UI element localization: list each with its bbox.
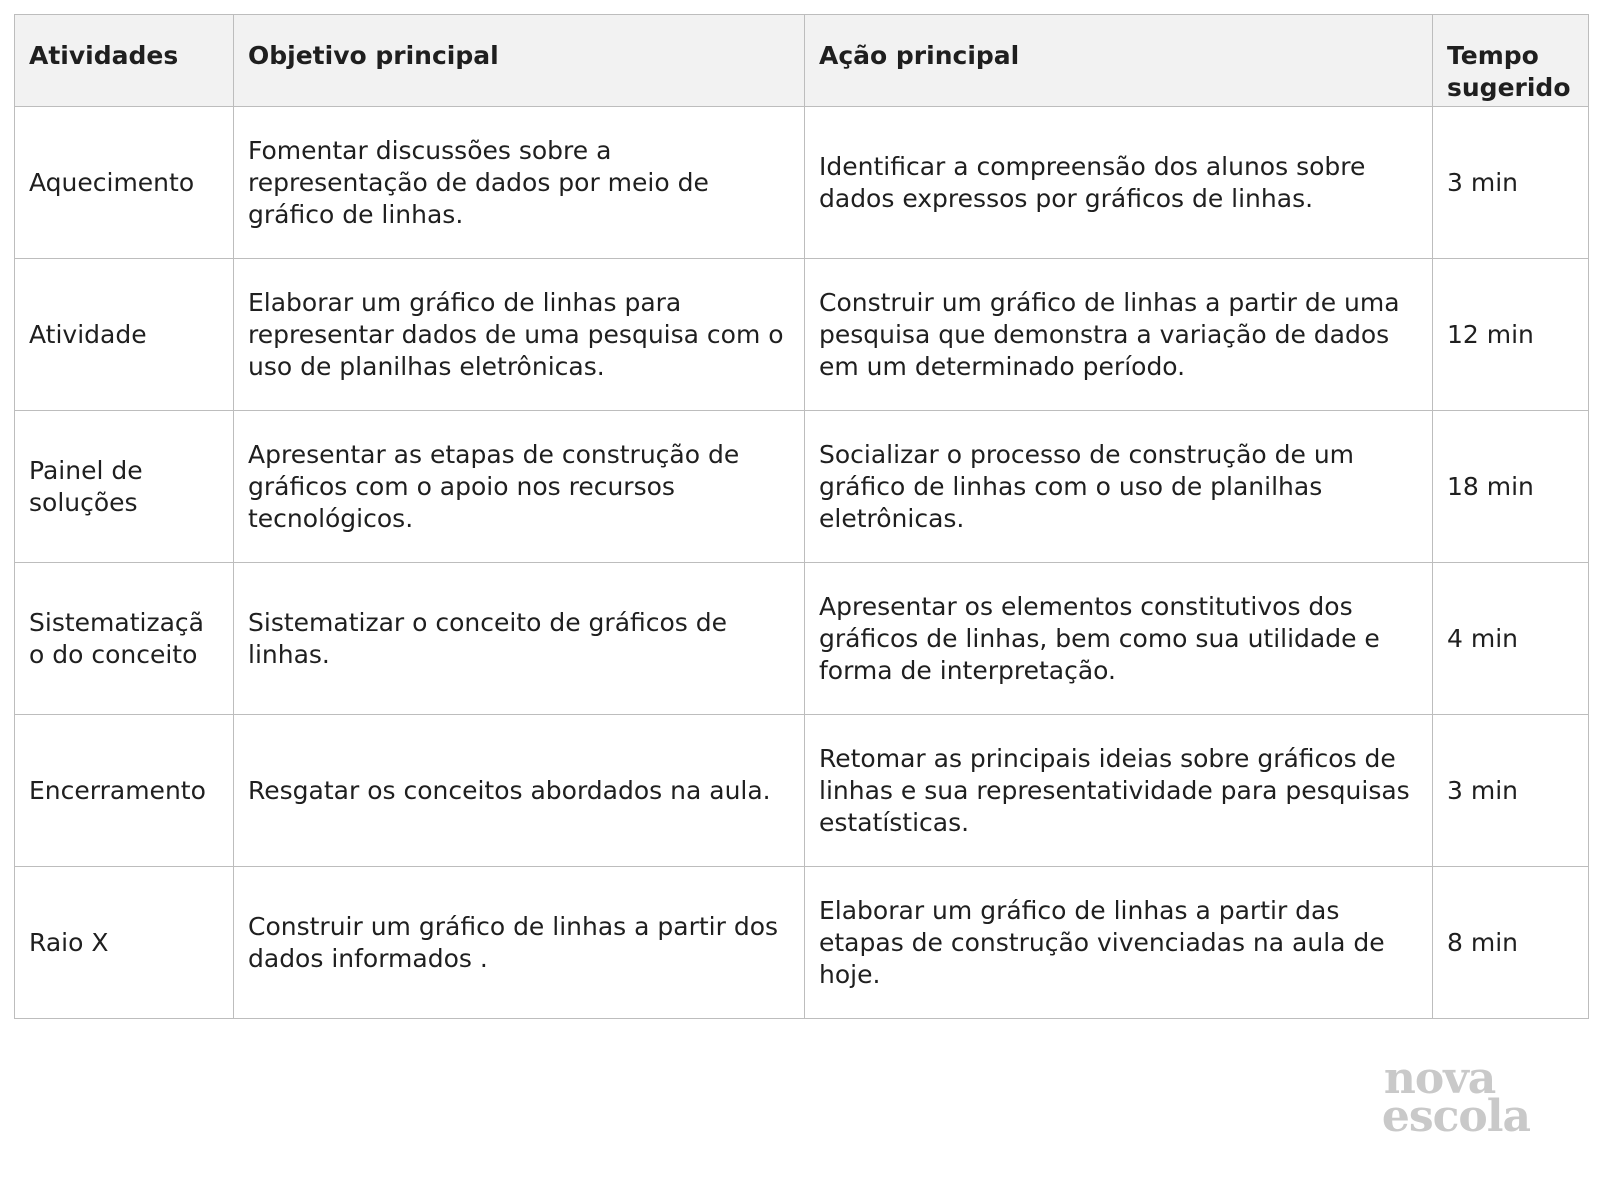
activity-cell: Aquecimento	[15, 107, 234, 259]
action-cell: Elaborar um gráfico de linhas a partir das etapas de construção vivenciadas na aula de hoje.	[805, 867, 1433, 1019]
table-row	[15, 563, 1589, 715]
table-row	[15, 259, 1589, 411]
action-cell: Apresentar os elementos constitutivos dos gráficos de linhas, bem como sua utilidade e forma de interpretação.	[805, 563, 1433, 715]
header-activities: Atividades	[15, 15, 234, 107]
action-cell: Construir um gráfico de linhas a partir de uma pesquisa que demonstra a variação de dados em um determinado período.	[805, 259, 1433, 411]
time-cell: 18 min	[1433, 411, 1589, 563]
objective-cell: Construir um gráfico de linhas a partir dos dados informados .	[234, 867, 805, 1019]
table-row	[15, 715, 1589, 867]
table-row	[15, 411, 1589, 563]
action-cell: Socializar o processo de construção de um gráfico de linhas com o uso de planilhas eletrônicas.	[805, 411, 1433, 563]
objective-cell: Elaborar um gráfico de linhas para representar dados de uma pesquisa com o uso de planilhas eletrônicas.	[234, 259, 805, 411]
logo-line-nova: nova	[1383, 1053, 1496, 1104]
objective-cell: Sistematizar o conceito de gráficos de linhas.	[234, 563, 805, 715]
activity-cell: Atividade	[15, 259, 234, 411]
activity-cell: Sistematização do conceito	[15, 563, 234, 715]
nova-escola-logo	[1381, 1053, 1530, 1142]
objective-cell: Resgatar os conceitos abordados na aula.	[234, 715, 805, 867]
action-cell: Retomar as principais ideias sobre gráficos de linhas e sua representatividade para pesquisas estatísticas.	[805, 715, 1433, 867]
header-main-objective: Objetivo principal	[234, 15, 805, 107]
header-suggested-time: Tempo sugerido	[1433, 15, 1589, 107]
lesson-plan-table	[14, 14, 1589, 1019]
action-cell: Identificar a compreensão dos alunos sobre dados expressos por gráficos de linhas.	[805, 107, 1433, 259]
time-cell: 3 min	[1433, 107, 1589, 259]
logo-line-escola: escola	[1381, 1091, 1530, 1142]
activity-cell: Encerramento	[15, 715, 234, 867]
table-row	[15, 107, 1589, 259]
header-main-action: Ação principal	[805, 15, 1433, 107]
time-cell: 12 min	[1433, 259, 1589, 411]
activity-cell: Painel de soluções	[15, 411, 234, 563]
table-header-row	[15, 15, 1589, 107]
time-cell: 4 min	[1433, 563, 1589, 715]
time-cell: 3 min	[1433, 715, 1589, 867]
time-cell: 8 min	[1433, 867, 1589, 1019]
table-row	[15, 867, 1589, 1019]
activity-cell: Raio X	[15, 867, 234, 1019]
objective-cell: Fomentar discussões sobre a representação de dados por meio de gráfico de linhas.	[234, 107, 805, 259]
objective-cell: Apresentar as etapas de construção de gráficos com o apoio nos recursos tecnológicos.	[234, 411, 805, 563]
